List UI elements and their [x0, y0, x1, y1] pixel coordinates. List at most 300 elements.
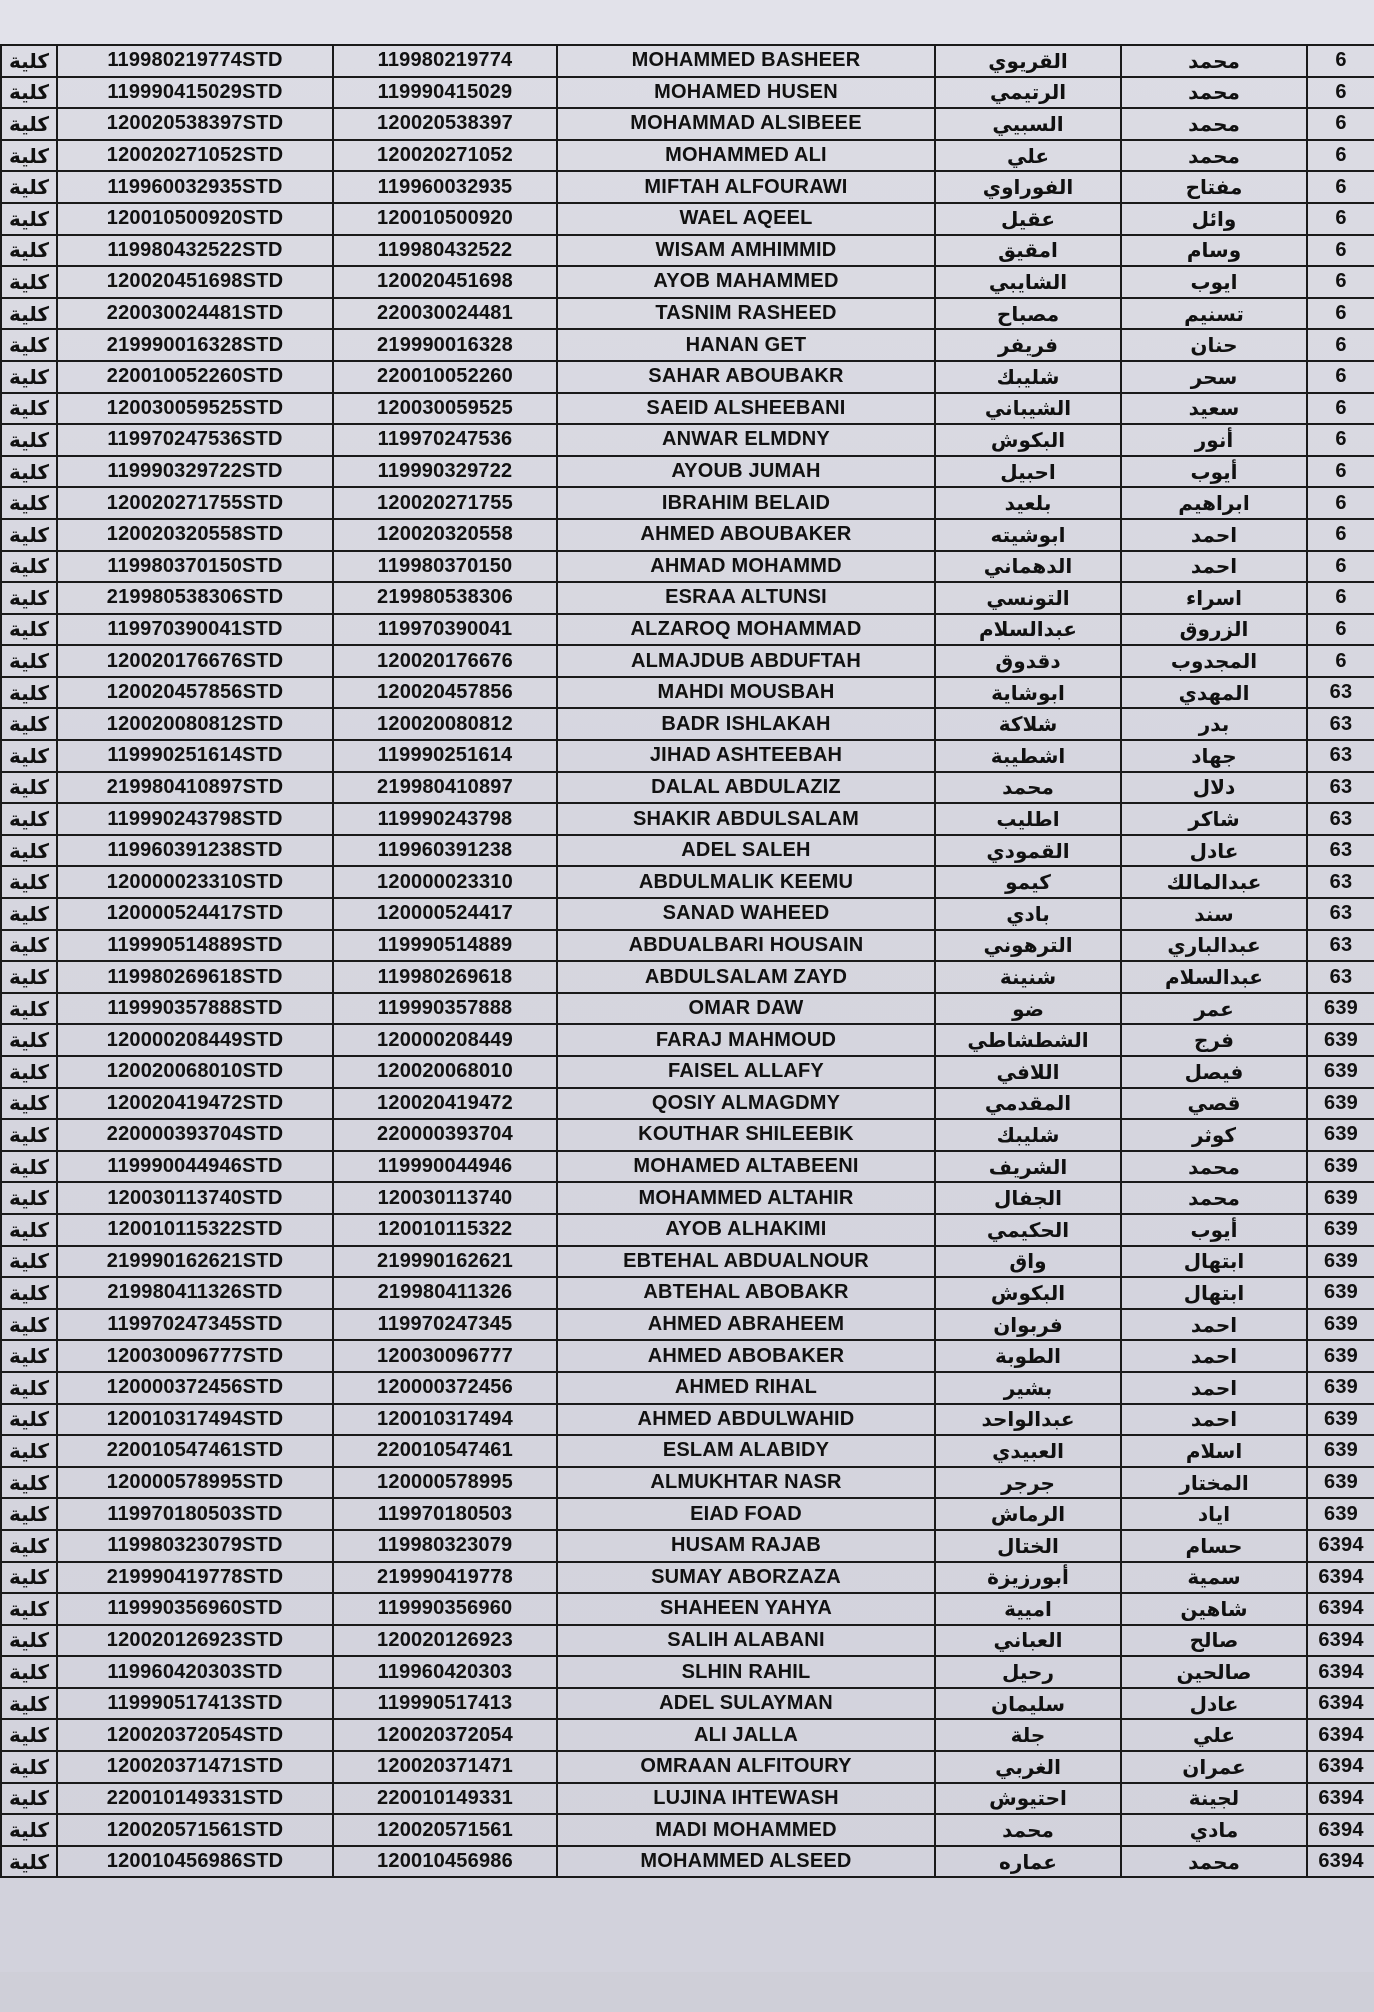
english-name-cell: BADR ISHLAKAH	[557, 708, 935, 740]
student-code-cell: 120020457856STD	[57, 677, 333, 709]
sequence-cell: 639	[1307, 1119, 1374, 1151]
arabic-surname-cell: البكوش	[935, 424, 1121, 456]
arabic-firstname-cell: ايوب	[1121, 266, 1307, 298]
arabic-surname-cell: فريفر	[935, 329, 1121, 361]
arabic-firstname-cell: اياد	[1121, 1498, 1307, 1530]
arabic-surname-cell: جلة	[935, 1719, 1121, 1751]
english-name-cell: ALMUKHTAR NASR	[557, 1467, 935, 1499]
student-code-cell: 219980538306STD	[57, 582, 333, 614]
arabic-surname-cell: عبدالسلام	[935, 614, 1121, 646]
college-cell: كلية	[1, 1246, 57, 1278]
table-row	[1, 1088, 1374, 1120]
student-code-cell: 119990356960STD	[57, 1593, 333, 1625]
english-name-cell: ALZAROQ MOHAMMAD	[557, 614, 935, 646]
national-id-cell: 120020372054	[333, 1719, 557, 1751]
arabic-firstname-cell: الزروق	[1121, 614, 1307, 646]
arabic-firstname-cell: فيصل	[1121, 1056, 1307, 1088]
sequence-cell: 6394	[1307, 1751, 1374, 1783]
english-name-cell: SANAD WAHEED	[557, 898, 935, 930]
sequence-cell: 639	[1307, 1277, 1374, 1309]
english-name-cell: WISAM AMHIMMID	[557, 235, 935, 267]
college-cell: كلية	[1, 1024, 57, 1056]
table-row	[1, 740, 1374, 772]
table-row	[1, 45, 1374, 77]
college-cell: كلية	[1, 45, 57, 77]
sequence-cell: 63	[1307, 930, 1374, 962]
sequence-cell: 6	[1307, 393, 1374, 425]
college-cell: كلية	[1, 803, 57, 835]
english-name-cell: MOHAMMAD ALSIBEEE	[557, 108, 935, 140]
college-cell: كلية	[1, 551, 57, 583]
national-id-cell: 120010456986	[333, 1846, 557, 1878]
student-code-cell: 120000208449STD	[57, 1024, 333, 1056]
sequence-cell: 6394	[1307, 1562, 1374, 1594]
english-name-cell: FAISEL ALLAFY	[557, 1056, 935, 1088]
table-row	[1, 1719, 1374, 1751]
sequence-cell: 6394	[1307, 1783, 1374, 1815]
sequence-cell: 63	[1307, 803, 1374, 835]
sequence-cell: 6	[1307, 361, 1374, 393]
student-code-cell: 119990243798STD	[57, 803, 333, 835]
english-name-cell: MOHAMMED ALTAHIR	[557, 1182, 935, 1214]
arabic-firstname-cell: فرج	[1121, 1024, 1307, 1056]
arabic-firstname-cell: وسام	[1121, 235, 1307, 267]
arabic-firstname-cell: احمد	[1121, 1372, 1307, 1404]
english-name-cell: ABDULSALAM ZAYD	[557, 961, 935, 993]
national-id-cell: 120020320558	[333, 519, 557, 551]
student-code-cell: 120010115322STD	[57, 1214, 333, 1246]
arabic-firstname-cell: احمد	[1121, 1309, 1307, 1341]
national-id-cell: 120020271755	[333, 487, 557, 519]
national-id-cell: 120000524417	[333, 898, 557, 930]
national-id-cell: 120020451698	[333, 266, 557, 298]
arabic-surname-cell: الرتيمي	[935, 77, 1121, 109]
table-row	[1, 1182, 1374, 1214]
student-code-cell: 120020068010STD	[57, 1056, 333, 1088]
arabic-surname-cell: رحيل	[935, 1656, 1121, 1688]
sequence-cell: 6	[1307, 171, 1374, 203]
sequence-cell: 639	[1307, 1404, 1374, 1436]
student-code-cell: 119970180503STD	[57, 1498, 333, 1530]
arabic-firstname-cell: عمر	[1121, 993, 1307, 1025]
table-row	[1, 1214, 1374, 1246]
english-name-cell: AHMAD MOHAMMD	[557, 551, 935, 583]
national-id-cell: 119980370150	[333, 551, 557, 583]
student-table	[0, 44, 1374, 1878]
english-name-cell: ABDUALBARI HOUSAIN	[557, 930, 935, 962]
college-cell: كلية	[1, 266, 57, 298]
college-cell: كلية	[1, 77, 57, 109]
english-name-cell: AHMED ABRAHEEM	[557, 1309, 935, 1341]
table-row	[1, 456, 1374, 488]
english-name-cell: ESLAM ALABIDY	[557, 1435, 935, 1467]
arabic-surname-cell: الدهماني	[935, 551, 1121, 583]
college-cell: كلية	[1, 1340, 57, 1372]
student-code-cell: 120020176676STD	[57, 645, 333, 677]
sequence-cell: 6	[1307, 614, 1374, 646]
sequence-cell: 639	[1307, 1088, 1374, 1120]
table-row	[1, 1751, 1374, 1783]
student-code-cell: 119970247536STD	[57, 424, 333, 456]
arabic-surname-cell: اشطيبة	[935, 740, 1121, 772]
table-row	[1, 1467, 1374, 1499]
sequence-cell: 6	[1307, 266, 1374, 298]
sequence-cell: 6	[1307, 203, 1374, 235]
sequence-cell: 6	[1307, 45, 1374, 77]
sequence-cell: 63	[1307, 835, 1374, 867]
arabic-surname-cell: الشيباني	[935, 393, 1121, 425]
national-id-cell: 120000578995	[333, 1467, 557, 1499]
arabic-firstname-cell: محمد	[1121, 108, 1307, 140]
table-row	[1, 329, 1374, 361]
college-cell: كلية	[1, 1719, 57, 1751]
table-row	[1, 1309, 1374, 1341]
arabic-firstname-cell: اسراء	[1121, 582, 1307, 614]
arabic-surname-cell: البكوش	[935, 1277, 1121, 1309]
arabic-firstname-cell: بدر	[1121, 708, 1307, 740]
table-row	[1, 803, 1374, 835]
english-name-cell: ALI JALLA	[557, 1719, 935, 1751]
student-code-cell: 119970390041STD	[57, 614, 333, 646]
national-id-cell: 119990044946	[333, 1151, 557, 1183]
college-cell: كلية	[1, 1656, 57, 1688]
arabic-surname-cell: علي	[935, 140, 1121, 172]
college-cell: كلية	[1, 1372, 57, 1404]
arabic-surname-cell: شلاكة	[935, 708, 1121, 740]
college-cell: كلية	[1, 1751, 57, 1783]
sequence-cell: 6394	[1307, 1656, 1374, 1688]
college-cell: كلية	[1, 1814, 57, 1846]
arabic-surname-cell: اطليب	[935, 803, 1121, 835]
national-id-cell: 119960420303	[333, 1656, 557, 1688]
college-cell: كلية	[1, 171, 57, 203]
sequence-cell: 6	[1307, 298, 1374, 330]
table-row	[1, 551, 1374, 583]
student-code-cell: 219980411326STD	[57, 1277, 333, 1309]
english-name-cell: SAHAR ABOUBAKR	[557, 361, 935, 393]
arabic-firstname-cell: دلال	[1121, 772, 1307, 804]
table-row	[1, 1783, 1374, 1815]
sequence-cell: 6394	[1307, 1593, 1374, 1625]
arabic-surname-cell: ابوشاية	[935, 677, 1121, 709]
student-code-cell: 120030059525STD	[57, 393, 333, 425]
college-cell: كلية	[1, 1182, 57, 1214]
english-name-cell: MAHDI MOUSBAH	[557, 677, 935, 709]
arabic-firstname-cell: عبدالسلام	[1121, 961, 1307, 993]
bottom-margin	[0, 1972, 1374, 2012]
student-code-cell: 120020371471STD	[57, 1751, 333, 1783]
sequence-cell: 639	[1307, 1024, 1374, 1056]
college-cell: كلية	[1, 1593, 57, 1625]
arabic-surname-cell: السبيي	[935, 108, 1121, 140]
arabic-surname-cell: الغربي	[935, 1751, 1121, 1783]
arabic-surname-cell: واق	[935, 1246, 1121, 1278]
table-row	[1, 582, 1374, 614]
college-cell: كلية	[1, 930, 57, 962]
student-code-cell: 120010500920STD	[57, 203, 333, 235]
college-cell: كلية	[1, 1214, 57, 1246]
arabic-surname-cell: الشايبي	[935, 266, 1121, 298]
sequence-cell: 639	[1307, 1340, 1374, 1372]
national-id-cell: 119990514889	[333, 930, 557, 962]
sequence-cell: 6	[1307, 424, 1374, 456]
arabic-firstname-cell: وائل	[1121, 203, 1307, 235]
table-row	[1, 1498, 1374, 1530]
table-row	[1, 424, 1374, 456]
college-cell: كلية	[1, 1119, 57, 1151]
college-cell: كلية	[1, 1151, 57, 1183]
arabic-firstname-cell: عمران	[1121, 1751, 1307, 1783]
english-name-cell: ADEL SULAYMAN	[557, 1688, 935, 1720]
student-code-cell: 119970247345STD	[57, 1309, 333, 1341]
table-row	[1, 677, 1374, 709]
student-code-cell: 119990415029STD	[57, 77, 333, 109]
english-name-cell: MOHAMMED BASHEER	[557, 45, 935, 77]
table-row	[1, 519, 1374, 551]
table-row	[1, 1277, 1374, 1309]
arabic-surname-cell: جرجر	[935, 1467, 1121, 1499]
arabic-firstname-cell: سحر	[1121, 361, 1307, 393]
english-name-cell: LUJINA IHTEWASH	[557, 1783, 935, 1815]
sequence-cell: 639	[1307, 1309, 1374, 1341]
table-row	[1, 361, 1374, 393]
table-row	[1, 1656, 1374, 1688]
arabic-surname-cell: عبدالواحد	[935, 1404, 1121, 1436]
sequence-cell: 6	[1307, 582, 1374, 614]
arabic-surname-cell: ابوشيته	[935, 519, 1121, 551]
arabic-surname-cell: العبيدي	[935, 1435, 1121, 1467]
national-id-cell: 219980410897	[333, 772, 557, 804]
sequence-cell: 6	[1307, 140, 1374, 172]
college-cell: كلية	[1, 645, 57, 677]
student-code-cell: 119980323079STD	[57, 1530, 333, 1562]
college-cell: كلية	[1, 1056, 57, 1088]
table-row	[1, 1151, 1374, 1183]
table-row	[1, 235, 1374, 267]
table-row	[1, 171, 1374, 203]
student-code-cell: 120020271755STD	[57, 487, 333, 519]
table-row	[1, 1024, 1374, 1056]
national-id-cell: 220010547461	[333, 1435, 557, 1467]
sequence-cell: 639	[1307, 1182, 1374, 1214]
arabic-firstname-cell: صالحين	[1121, 1656, 1307, 1688]
english-name-cell: AYOB ALHAKIMI	[557, 1214, 935, 1246]
arabic-firstname-cell: حسام	[1121, 1530, 1307, 1562]
arabic-surname-cell: بشير	[935, 1372, 1121, 1404]
national-id-cell: 119990415029	[333, 77, 557, 109]
college-cell: كلية	[1, 298, 57, 330]
college-cell: كلية	[1, 1467, 57, 1499]
student-code-cell: 119990044946STD	[57, 1151, 333, 1183]
national-id-cell: 120010317494	[333, 1404, 557, 1436]
table-row	[1, 487, 1374, 519]
english-name-cell: MOHAMED ALTABEENI	[557, 1151, 935, 1183]
arabic-firstname-cell: احمد	[1121, 1340, 1307, 1372]
national-id-cell: 119980323079	[333, 1530, 557, 1562]
national-id-cell: 119990517413	[333, 1688, 557, 1720]
english-name-cell: ABTEHAL ABOBAKR	[557, 1277, 935, 1309]
national-id-cell: 219980411326	[333, 1277, 557, 1309]
college-cell: كلية	[1, 361, 57, 393]
table-row	[1, 1593, 1374, 1625]
english-name-cell: MOHAMMED ALI	[557, 140, 935, 172]
english-name-cell: EBTEHAL ABDUALNOUR	[557, 1246, 935, 1278]
college-cell: كلية	[1, 329, 57, 361]
national-id-cell: 119990251614	[333, 740, 557, 772]
sequence-cell: 6	[1307, 235, 1374, 267]
student-code-cell: 119990329722STD	[57, 456, 333, 488]
arabic-surname-cell: عقيل	[935, 203, 1121, 235]
arabic-firstname-cell: عادل	[1121, 1688, 1307, 1720]
arabic-surname-cell: شليبك	[935, 1119, 1121, 1151]
student-code-cell: 120020080812STD	[57, 708, 333, 740]
english-name-cell: HANAN GET	[557, 329, 935, 361]
student-code-cell: 120020538397STD	[57, 108, 333, 140]
national-id-cell: 119960032935	[333, 171, 557, 203]
national-id-cell: 120020371471	[333, 1751, 557, 1783]
sequence-cell: 63	[1307, 961, 1374, 993]
sequence-cell: 63	[1307, 708, 1374, 740]
sequence-cell: 63	[1307, 677, 1374, 709]
national-id-cell: 120020068010	[333, 1056, 557, 1088]
student-code-cell: 120020451698STD	[57, 266, 333, 298]
sequence-cell: 6394	[1307, 1846, 1374, 1878]
table-row	[1, 1119, 1374, 1151]
sequence-cell: 6	[1307, 519, 1374, 551]
national-id-cell: 220030024481	[333, 298, 557, 330]
arabic-firstname-cell: شاكر	[1121, 803, 1307, 835]
student-code-cell: 120020571561STD	[57, 1814, 333, 1846]
arabic-firstname-cell: محمد	[1121, 77, 1307, 109]
arabic-firstname-cell: احمد	[1121, 551, 1307, 583]
arabic-firstname-cell: أنور	[1121, 424, 1307, 456]
table-row	[1, 835, 1374, 867]
college-cell: كلية	[1, 582, 57, 614]
national-id-cell: 220000393704	[333, 1119, 557, 1151]
national-id-cell: 120010500920	[333, 203, 557, 235]
english-name-cell: AHMED RIHAL	[557, 1372, 935, 1404]
arabic-surname-cell: القمودي	[935, 835, 1121, 867]
national-id-cell: 120000023310	[333, 866, 557, 898]
table-row	[1, 898, 1374, 930]
college-cell: كلية	[1, 614, 57, 646]
sequence-cell: 6	[1307, 645, 1374, 677]
table-row	[1, 993, 1374, 1025]
national-id-cell: 120030096777	[333, 1340, 557, 1372]
national-id-cell: 120030113740	[333, 1182, 557, 1214]
arabic-firstname-cell: سمية	[1121, 1562, 1307, 1594]
english-name-cell: SAEID ALSHEEBANI	[557, 393, 935, 425]
table-row	[1, 1625, 1374, 1657]
table-row	[1, 298, 1374, 330]
student-code-cell: 120020372054STD	[57, 1719, 333, 1751]
student-code-cell: 220030024481STD	[57, 298, 333, 330]
national-id-cell: 119970247536	[333, 424, 557, 456]
english-name-cell: AHMED ABOBAKER	[557, 1340, 935, 1372]
sequence-cell: 6394	[1307, 1688, 1374, 1720]
arabic-firstname-cell: سند	[1121, 898, 1307, 930]
sequence-cell: 6394	[1307, 1814, 1374, 1846]
english-name-cell: SUMAY ABORZAZA	[557, 1562, 935, 1594]
student-code-cell: 220010547461STD	[57, 1435, 333, 1467]
college-cell: كلية	[1, 898, 57, 930]
english-name-cell: SALIH ALABANI	[557, 1625, 935, 1657]
sequence-cell: 6	[1307, 456, 1374, 488]
english-name-cell: ABDULMALIK KEEMU	[557, 866, 935, 898]
table-row	[1, 1435, 1374, 1467]
college-cell: كلية	[1, 772, 57, 804]
table-row	[1, 1372, 1374, 1404]
arabic-firstname-cell: شاهين	[1121, 1593, 1307, 1625]
college-cell: كلية	[1, 1277, 57, 1309]
college-cell: كلية	[1, 1309, 57, 1341]
college-cell: كلية	[1, 835, 57, 867]
arabic-firstname-cell: محمد	[1121, 1182, 1307, 1214]
arabic-surname-cell: أبورزيزة	[935, 1562, 1121, 1594]
table-row	[1, 961, 1374, 993]
national-id-cell: 220010149331	[333, 1783, 557, 1815]
table-row	[1, 1814, 1374, 1846]
college-cell: كلية	[1, 487, 57, 519]
english-name-cell: AYOUB JUMAH	[557, 456, 935, 488]
english-name-cell: QOSIY ALMAGDMY	[557, 1088, 935, 1120]
table-row	[1, 77, 1374, 109]
national-id-cell: 119990243798	[333, 803, 557, 835]
arabic-surname-cell: عماره	[935, 1846, 1121, 1878]
sequence-cell: 6394	[1307, 1625, 1374, 1657]
arabic-surname-cell: الشريف	[935, 1151, 1121, 1183]
arabic-surname-cell: شنينة	[935, 961, 1121, 993]
national-id-cell: 119990357888	[333, 993, 557, 1025]
arabic-surname-cell: سليمان	[935, 1688, 1121, 1720]
arabic-firstname-cell: أيوب	[1121, 1214, 1307, 1246]
english-name-cell: SHAHEEN YAHYA	[557, 1593, 935, 1625]
arabic-firstname-cell: مفتاح	[1121, 171, 1307, 203]
sequence-cell: 639	[1307, 1056, 1374, 1088]
arabic-firstname-cell: المهدي	[1121, 677, 1307, 709]
english-name-cell: AHMED ABDULWAHID	[557, 1404, 935, 1436]
arabic-firstname-cell: جهاد	[1121, 740, 1307, 772]
table-row	[1, 1340, 1374, 1372]
arabic-firstname-cell: قصي	[1121, 1088, 1307, 1120]
national-id-cell: 120020176676	[333, 645, 557, 677]
student-code-cell: 120030096777STD	[57, 1340, 333, 1372]
english-name-cell: HUSAM RAJAB	[557, 1530, 935, 1562]
table-row	[1, 866, 1374, 898]
arabic-surname-cell: الترهوني	[935, 930, 1121, 962]
arabic-firstname-cell: لجينة	[1121, 1783, 1307, 1815]
college-cell: كلية	[1, 1435, 57, 1467]
national-id-cell: 120020538397	[333, 108, 557, 140]
english-name-cell: ADEL SALEH	[557, 835, 935, 867]
college-cell: كلية	[1, 1688, 57, 1720]
arabic-surname-cell: التونسي	[935, 582, 1121, 614]
arabic-surname-cell: الطوبة	[935, 1340, 1121, 1372]
sequence-cell: 639	[1307, 1151, 1374, 1183]
college-cell: كلية	[1, 1530, 57, 1562]
college-cell: كلية	[1, 961, 57, 993]
college-cell: كلية	[1, 140, 57, 172]
arabic-surname-cell: الشطشاطي	[935, 1024, 1121, 1056]
arabic-surname-cell: اميية	[935, 1593, 1121, 1625]
english-name-cell: MADI MOHAMMED	[557, 1814, 935, 1846]
arabic-firstname-cell: مادي	[1121, 1814, 1307, 1846]
english-name-cell: FARAJ MAHMOUD	[557, 1024, 935, 1056]
arabic-surname-cell: الجفال	[935, 1182, 1121, 1214]
english-name-cell: SHAKIR ABDULSALAM	[557, 803, 935, 835]
college-cell: كلية	[1, 1498, 57, 1530]
arabic-firstname-cell: عبدالمالك	[1121, 866, 1307, 898]
